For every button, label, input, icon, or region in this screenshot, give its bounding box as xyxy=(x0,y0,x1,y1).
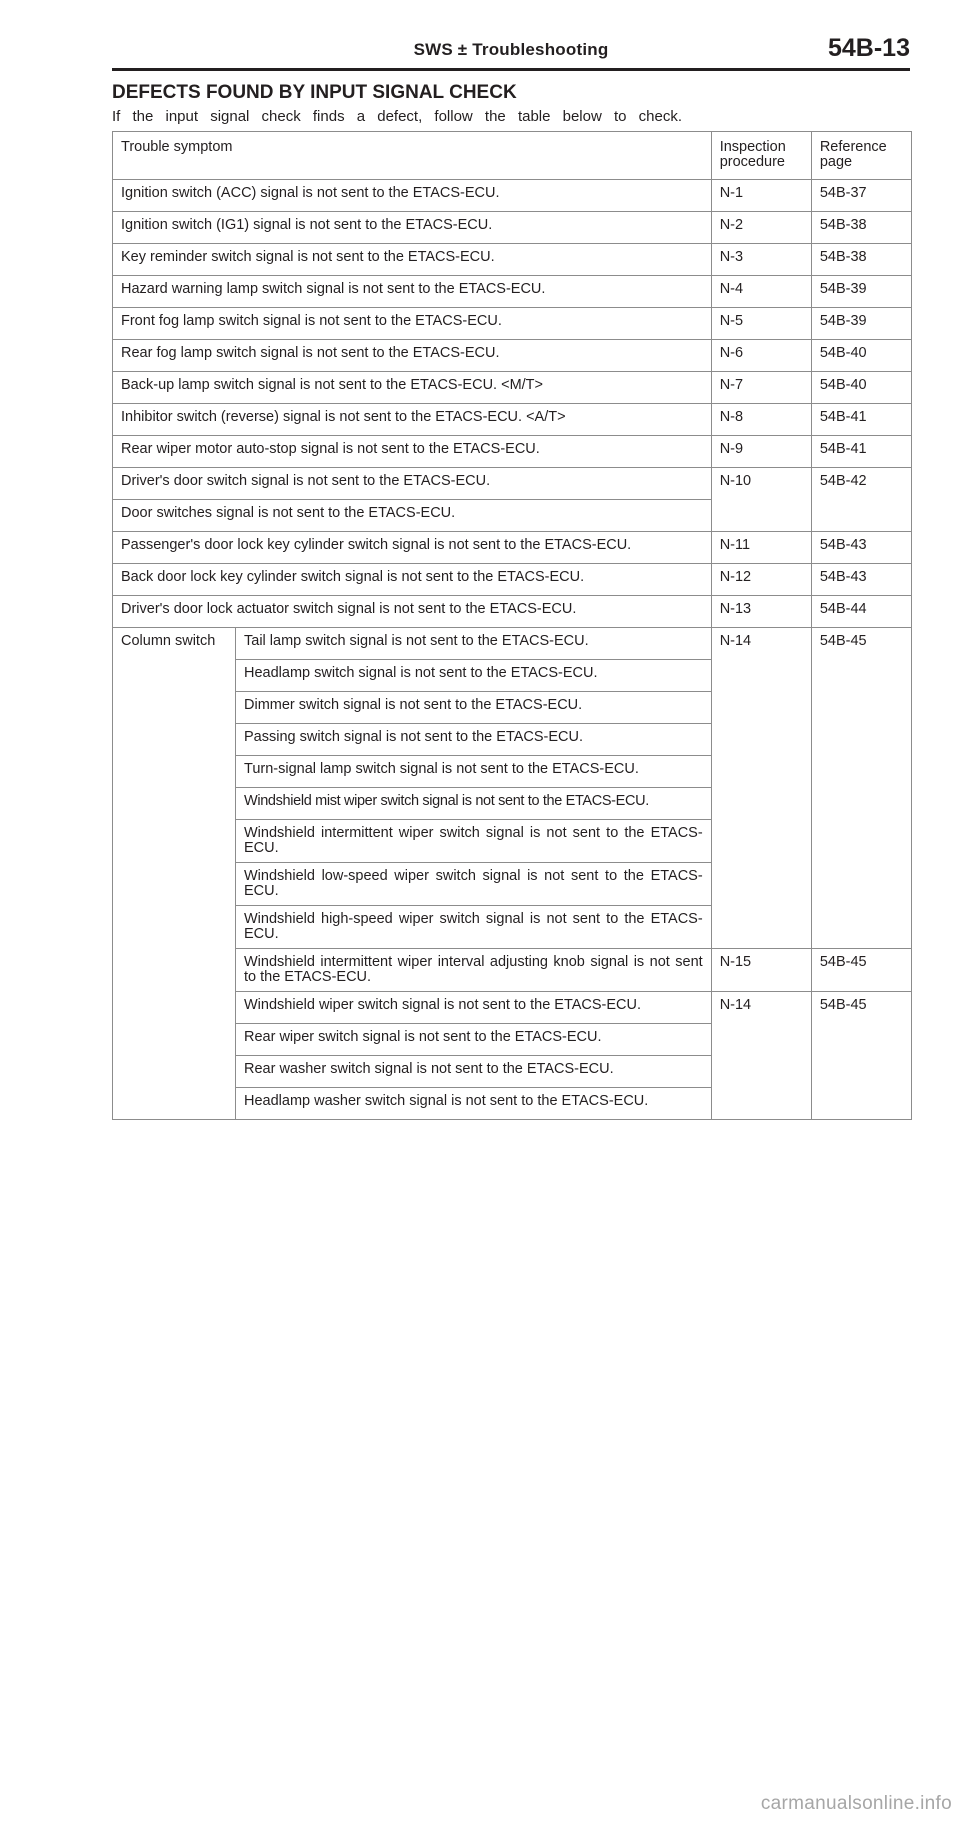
reference-cell: 54B-40 xyxy=(811,340,911,372)
section-title: DEFECTS FOUND BY INPUT SIGNAL CHECK xyxy=(112,82,517,103)
procedure-cell: N-8 xyxy=(711,404,811,436)
symptom-cell: Rear washer switch signal is not sent to the ETACS-ECU. xyxy=(236,1056,712,1088)
symptom-cell: Ignition switch (ACC) signal is not sent to the ETACS-ECU. xyxy=(113,180,712,212)
table-row xyxy=(113,532,912,564)
symptom-cell: Driver's door switch signal is not sent to the ETACS-ECU. xyxy=(113,468,712,500)
table-row xyxy=(113,468,912,500)
table-header-row xyxy=(113,132,912,180)
symptom-cell: Back door lock key cylinder switch signal is not sent to the ETACS-ECU. xyxy=(113,564,712,596)
symptom-cell: Door switches signal is not sent to the ETACS-ECU. xyxy=(113,500,712,532)
procedure-cell: N-3 xyxy=(711,244,811,276)
table-row xyxy=(113,372,912,404)
reference-cell: 54B-45 xyxy=(811,628,911,949)
reference-cell: 54B-39 xyxy=(811,276,911,308)
procedure-cell: N-2 xyxy=(711,212,811,244)
procedure-cell: N-15 xyxy=(711,949,811,992)
procedure-cell: N-1 xyxy=(711,180,811,212)
symptom-cell: Windshield intermittent wiper switch signal is not sent to the ETACS-ECU. xyxy=(236,820,712,863)
symptom-cell: Windshield high-speed wiper switch signal is not sent to the ETACS-ECU. xyxy=(236,906,712,949)
page-number: 54B-13 xyxy=(828,34,910,62)
symptom-cell: Windshield wiper switch signal is not sent to the ETACS-ECU. xyxy=(236,992,712,1024)
symptom-cell: Windshield intermittent wiper interval adjusting knob signal is not sent to the ETACS-ECU. xyxy=(236,949,712,992)
symptom-cell: Passenger's door lock key cylinder switch signal is not sent to the ETACS-ECU. xyxy=(113,532,712,564)
symptom-cell: Passing switch signal is not sent to the ETACS-ECU. xyxy=(236,724,712,756)
symptom-cell: Hazard warning lamp switch signal is not sent to the ETACS-ECU. xyxy=(113,276,712,308)
reference-cell: 54B-41 xyxy=(811,404,911,436)
page-header xyxy=(112,34,910,71)
procedure-cell: N-11 xyxy=(711,532,811,564)
reference-cell: 54B-45 xyxy=(811,949,911,992)
symptom-cell: Rear fog lamp switch signal is not sent to the ETACS-ECU. xyxy=(113,340,712,372)
symptom-cell: Driver's door lock actuator switch signal is not sent to the ETACS-ECU. xyxy=(113,596,712,628)
watermark-text: carmanualsonline.info xyxy=(760,1793,952,1814)
reference-cell: 54B-41 xyxy=(811,436,911,468)
reference-cell: 54B-44 xyxy=(811,596,911,628)
reference-cell: 54B-43 xyxy=(811,564,911,596)
table-row xyxy=(113,212,912,244)
procedure-cell: N-13 xyxy=(711,596,811,628)
symptom-cell: Rear wiper motor auto-stop signal is not sent to the ETACS-ECU. xyxy=(113,436,712,468)
header-title: SWS ± Troubleshooting xyxy=(413,40,609,59)
symptom-cell: Ignition switch (IG1) signal is not sent to the ETACS-ECU. xyxy=(113,212,712,244)
symptom-cell: Rear wiper switch signal is not sent to the ETACS-ECU. xyxy=(236,1024,712,1056)
reference-cell: 54B-37 xyxy=(811,180,911,212)
reference-cell: 54B-38 xyxy=(811,212,911,244)
table-row xyxy=(113,276,912,308)
symptom-cell: Turn-signal lamp switch signal is not sent to the ETACS-ECU. xyxy=(236,756,712,788)
table-row xyxy=(113,596,912,628)
table-row xyxy=(113,180,912,212)
symptom-cell: Key reminder switch signal is not sent to the ETACS-ECU. xyxy=(113,244,712,276)
procedure-cell: N-10 xyxy=(711,468,811,532)
procedure-cell: N-7 xyxy=(711,372,811,404)
table-row xyxy=(113,340,912,372)
procedure-cell: N-12 xyxy=(711,564,811,596)
reference-cell: 54B-39 xyxy=(811,308,911,340)
symptom-cell: Windshield mist wiper switch signal is not sent to the ETACS-ECU. xyxy=(236,788,712,820)
symptom-cell: Dimmer switch signal is not sent to the ETACS-ECU. xyxy=(236,692,712,724)
trouble-table xyxy=(112,131,912,1120)
header-trouble-symptom: Trouble symptom xyxy=(113,132,712,180)
table-row xyxy=(113,244,912,276)
reference-cell: 54B-40 xyxy=(811,372,911,404)
symptom-cell: Inhibitor switch (reverse) signal is not sent to the ETACS-ECU. <A/T> xyxy=(113,404,712,436)
symptom-cell: Front fog lamp switch signal is not sent to the ETACS-ECU. xyxy=(113,308,712,340)
symptom-cell: Back-up lamp switch signal is not sent to the ETACS-ECU. <M/T> xyxy=(113,372,712,404)
symptom-cell: Windshield low-speed wiper switch signal is not sent to the ETACS-ECU. xyxy=(236,863,712,906)
procedure-cell: N-6 xyxy=(711,340,811,372)
symptom-cell: Tail lamp switch signal is not sent to the ETACS-ECU. xyxy=(236,628,712,660)
procedure-cell: N-5 xyxy=(711,308,811,340)
procedure-cell: N-14 xyxy=(711,992,811,1120)
table-row xyxy=(113,628,912,660)
table-row xyxy=(113,436,912,468)
procedure-cell: N-4 xyxy=(711,276,811,308)
table-row xyxy=(113,564,912,596)
reference-cell: 54B-43 xyxy=(811,532,911,564)
reference-cell: 54B-42 xyxy=(811,468,911,532)
intro-text: If the input signal check finds a defect, follow the table below to check. xyxy=(112,108,682,125)
table-row xyxy=(113,404,912,436)
reference-cell: 54B-38 xyxy=(811,244,911,276)
symptom-cell: Headlamp washer switch signal is not sent to the ETACS-ECU. xyxy=(236,1088,712,1120)
procedure-cell: N-9 xyxy=(711,436,811,468)
column-switch-label: Column switch xyxy=(113,628,236,1120)
reference-cell: 54B-45 xyxy=(811,992,911,1120)
header-inspection-procedure: Inspection procedure xyxy=(711,132,811,180)
procedure-cell: N-14 xyxy=(711,628,811,949)
table-row xyxy=(113,308,912,340)
symptom-cell: Headlamp switch signal is not sent to the ETACS-ECU. xyxy=(236,660,712,692)
header-reference-page: Reference page xyxy=(811,132,911,180)
